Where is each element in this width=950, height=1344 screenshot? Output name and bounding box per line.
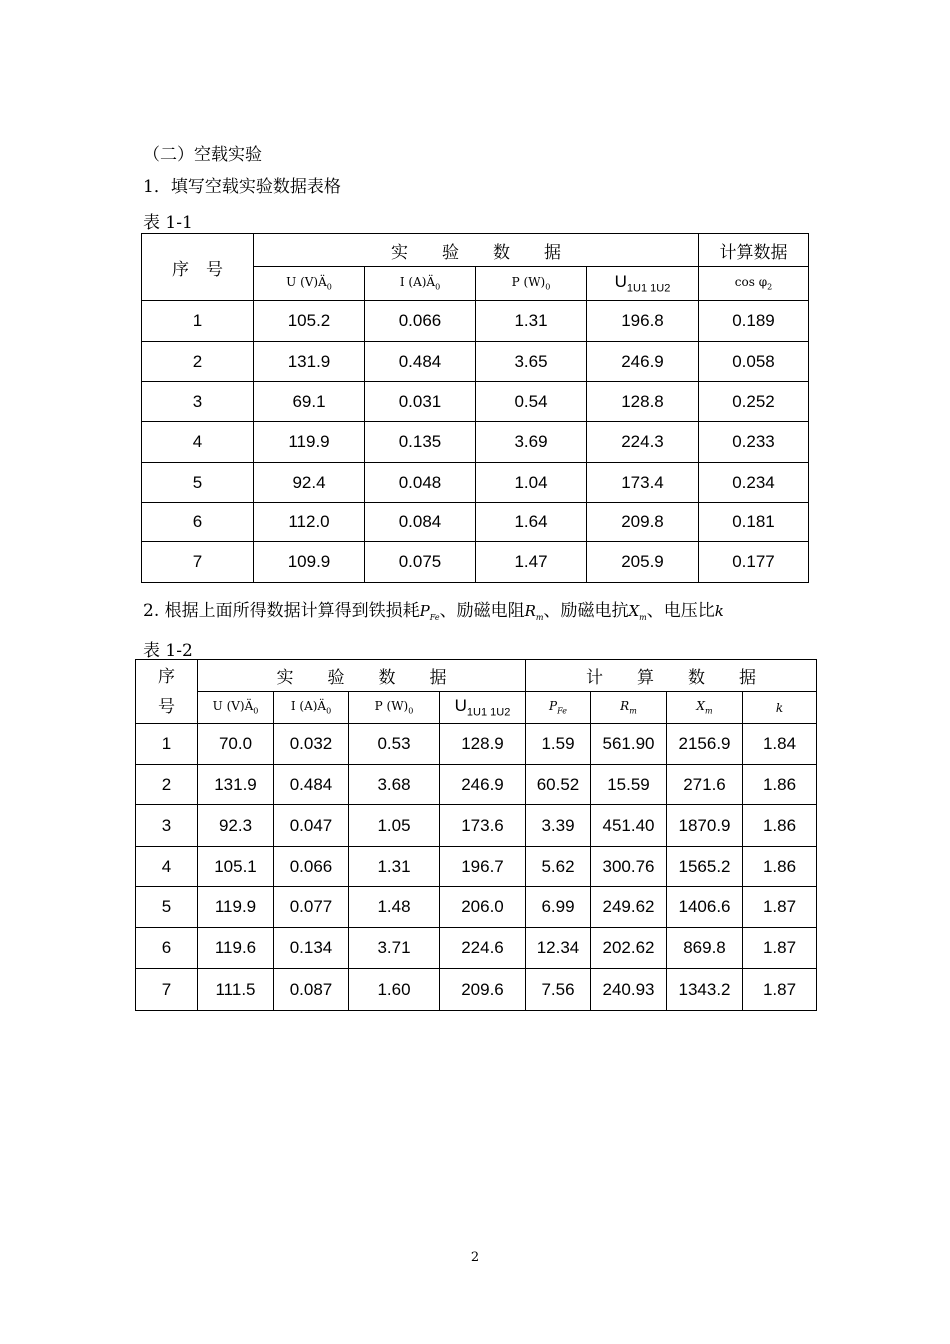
table2-col-u0: U $(V)Ä_0$ — [198, 692, 274, 724]
table-row — [142, 503, 809, 542]
page-number: 2 — [470, 1250, 480, 1265]
table-cell: 15.59 — [591, 765, 667, 805]
table2 — [135, 659, 817, 1011]
table-cell: 0.032 — [274, 724, 349, 765]
table-cell: 196.7 — [440, 847, 526, 887]
table-cell: 1870.9 — [667, 805, 743, 847]
table-cell: 1.48 — [349, 887, 440, 928]
table-cell: 1.47 — [476, 542, 587, 583]
table-cell: 119.9 — [198, 887, 274, 928]
table-cell: 451.40 — [591, 805, 667, 847]
table-cell: 2156.9 — [667, 724, 743, 765]
table-cell: 3.69 — [476, 422, 587, 463]
table-cell: 6 — [136, 928, 198, 969]
table-cell: 4 — [142, 422, 254, 463]
table-cell: 1.31 — [476, 301, 587, 342]
table-cell: 105.1 — [198, 847, 274, 887]
table-cell: 1.86 — [743, 847, 817, 887]
table-cell: 0.048 — [365, 463, 476, 503]
table2-header-exp: 实 验 数 据 — [198, 660, 526, 692]
table-cell: 202.62 — [591, 928, 667, 969]
table-cell: 0.077 — [274, 887, 349, 928]
table2-header-calc: 计 算 数 据 — [526, 660, 817, 692]
table1-header-calc: 计算数据 — [699, 234, 809, 267]
table2-header-seq: 序号 — [136, 660, 198, 724]
table1-caption: 表 1-1 — [143, 213, 193, 233]
table-cell: 1.84 — [743, 724, 817, 765]
table-cell: 240.93 — [591, 969, 667, 1011]
table-cell: 119.6 — [198, 928, 274, 969]
table-cell: 7.56 — [526, 969, 591, 1011]
table-row — [136, 847, 817, 887]
table-cell: 209.6 — [440, 969, 526, 1011]
table-cell: 1.04 — [476, 463, 587, 503]
table-cell: 92.3 — [198, 805, 274, 847]
table-cell: 1.86 — [743, 765, 817, 805]
table1-col-i0: I $(A)Ä_0$ — [365, 267, 476, 301]
table-cell: 224.6 — [440, 928, 526, 969]
table-row — [142, 342, 809, 382]
table-cell: 196.8 — [587, 301, 699, 342]
table-cell: 0.075 — [365, 542, 476, 583]
table-row — [142, 382, 809, 422]
table-cell: 70.0 — [198, 724, 274, 765]
table-cell: 7 — [136, 969, 198, 1011]
table-cell: 0.031 — [365, 382, 476, 422]
table-cell: 1565.2 — [667, 847, 743, 887]
table-cell: 300.76 — [591, 847, 667, 887]
table1-col-u0: U $(V)Ä_0$ — [254, 267, 365, 301]
table-cell: 561.90 — [591, 724, 667, 765]
table2-caption: 表 1-2 — [143, 641, 193, 661]
table-cell: 1.60 — [349, 969, 440, 1011]
table-row — [136, 887, 817, 928]
table-cell: 7 — [142, 542, 254, 583]
table-row — [136, 928, 817, 969]
table-cell: 0.53 — [349, 724, 440, 765]
table1-col-p0: P $(W)_0$ — [476, 267, 587, 301]
table-cell: 105.2 — [254, 301, 365, 342]
table1-col-u1u2: $U_{1U1 1U2}$ — [587, 267, 699, 301]
table-cell: 246.9 — [587, 342, 699, 382]
table-cell: 128.9 — [440, 724, 526, 765]
table-cell: 0.234 — [699, 463, 809, 503]
table-cell: 0.084 — [365, 503, 476, 542]
step2-text: 2. 根据上面所得数据计算得到铁损耗$P_{Fe}$、励磁电阻$R_m$、励磁电抗$X_m$、电压比k — [143, 601, 724, 622]
table-cell: 0.484 — [365, 342, 476, 382]
table2-col-u1u2: $U_{1U1 1U2}$ — [440, 692, 526, 724]
table-cell: 173.6 — [440, 805, 526, 847]
table-cell: 0.066 — [274, 847, 349, 887]
table-cell: 5 — [136, 887, 198, 928]
table-cell: 111.5 — [198, 969, 274, 1011]
table2-col-p0: P $(W)_0$ — [349, 692, 440, 724]
table-cell: 173.4 — [587, 463, 699, 503]
table-cell: 0.066 — [365, 301, 476, 342]
table-cell: 1.31 — [349, 847, 440, 887]
table-cell: 128.8 — [587, 382, 699, 422]
table-cell: 1.87 — [743, 928, 817, 969]
table1 — [141, 233, 809, 583]
table-cell: 92.4 — [254, 463, 365, 503]
table-cell: 109.9 — [254, 542, 365, 583]
table-cell: 0.135 — [365, 422, 476, 463]
table-cell: 4 — [136, 847, 198, 887]
table-cell: 119.9 — [254, 422, 365, 463]
symbol-rm: $R_m$ — [524, 602, 544, 622]
section-title: （二）空载实验 — [143, 145, 262, 165]
table-cell: 131.9 — [254, 342, 365, 382]
table-cell: 131.9 — [198, 765, 274, 805]
table2-col-xm: $X_m$ — [667, 692, 743, 724]
table-cell: 1.59 — [526, 724, 591, 765]
table-cell: 0.252 — [699, 382, 809, 422]
table-cell: 3 — [142, 382, 254, 422]
table-cell: 0.047 — [274, 805, 349, 847]
table-row — [142, 301, 809, 342]
table-row — [142, 542, 809, 583]
table-row — [136, 805, 817, 847]
table-cell: 12.34 — [526, 928, 591, 969]
table-cell: 60.52 — [526, 765, 591, 805]
symbol-pfe: $P_{Fe}$ — [419, 602, 440, 622]
table-cell: 0.233 — [699, 422, 809, 463]
table-cell: 1.64 — [476, 503, 587, 542]
table-cell: 0.484 — [274, 765, 349, 805]
table-cell: 0.189 — [699, 301, 809, 342]
table-cell: 1.87 — [743, 887, 817, 928]
table-cell: 1.05 — [349, 805, 440, 847]
table-cell: 869.8 — [667, 928, 743, 969]
table1-col-cos: $\cos \varphi_2$ — [699, 267, 809, 301]
table-cell: 5.62 — [526, 847, 591, 887]
table-cell: 3.71 — [349, 928, 440, 969]
table-cell: 249.62 — [591, 887, 667, 928]
table-cell: 209.8 — [587, 503, 699, 542]
table-cell: 6.99 — [526, 887, 591, 928]
table1-header-seq: 序 号 — [142, 234, 254, 301]
table2-col-i0: I $(A)Ä_0$ — [274, 692, 349, 724]
table-row — [136, 724, 817, 765]
step1-heading: 1．填写空载实验数据表格 — [143, 177, 341, 197]
table2-col-k: k — [743, 692, 817, 724]
table-cell: 0.54 — [476, 382, 587, 422]
table-cell: 2 — [136, 765, 198, 805]
table-cell: 0.134 — [274, 928, 349, 969]
table-cell: 112.0 — [254, 503, 365, 542]
table-cell: 205.9 — [587, 542, 699, 583]
table-cell: 1.87 — [743, 969, 817, 1011]
table-cell: 246.9 — [440, 765, 526, 805]
table-cell: 5 — [142, 463, 254, 503]
table-cell: 206.0 — [440, 887, 526, 928]
table-cell: 224.3 — [587, 422, 699, 463]
table-row — [136, 765, 817, 805]
table-cell: 3.39 — [526, 805, 591, 847]
table-cell: 271.6 — [667, 765, 743, 805]
table-cell: 3.68 — [349, 765, 440, 805]
table-cell: 0.177 — [699, 542, 809, 583]
table-cell: 3.65 — [476, 342, 587, 382]
table-cell: 1343.2 — [667, 969, 743, 1011]
table2-col-rm: $R_m$ — [591, 692, 667, 724]
table-cell: 6 — [142, 503, 254, 542]
table-cell: 1 — [136, 724, 198, 765]
symbol-xm: $X_m$ — [628, 602, 647, 622]
table-cell: 2 — [142, 342, 254, 382]
table-row — [136, 969, 817, 1011]
table-row — [142, 463, 809, 503]
table1-header-exp: 实 验 数 据 — [254, 234, 699, 267]
table-row — [142, 422, 809, 463]
table-cell: 1.86 — [743, 805, 817, 847]
symbol-k: k — [714, 602, 724, 620]
table-cell: 0.087 — [274, 969, 349, 1011]
table-cell: 1406.6 — [667, 887, 743, 928]
table-cell: 3 — [136, 805, 198, 847]
table-cell: 1 — [142, 301, 254, 342]
table-cell: 69.1 — [254, 382, 365, 422]
table-cell: 0.181 — [699, 503, 809, 542]
table-cell: 0.058 — [699, 342, 809, 382]
table2-col-pfe: $P_{Fe}$ — [526, 692, 591, 724]
